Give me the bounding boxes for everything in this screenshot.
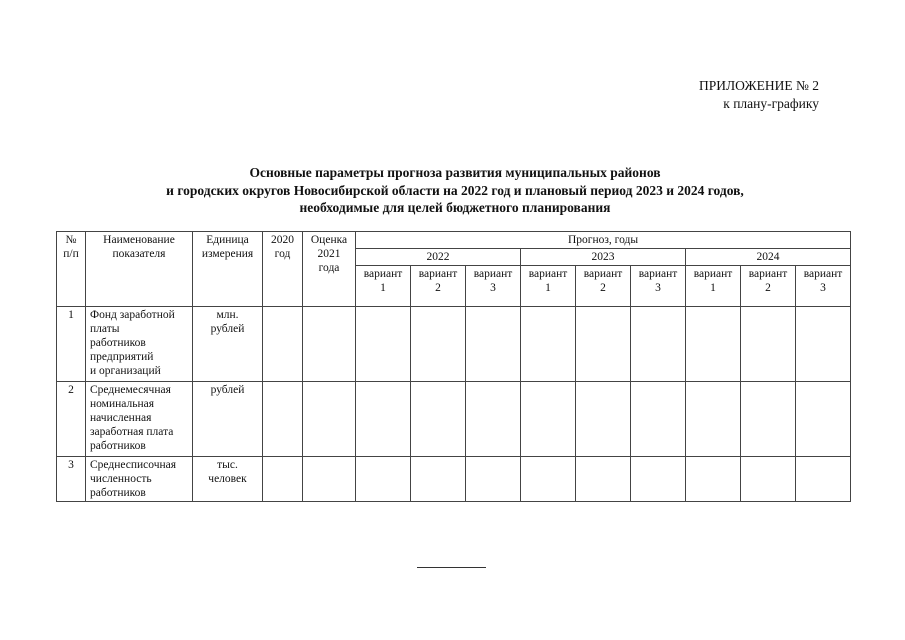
header-estimate-2021: Оценка 2021 года xyxy=(303,232,356,307)
cell-2024-variant-1 xyxy=(686,382,741,457)
cell-2022-variant-2 xyxy=(411,382,466,457)
cell-2022-variant-3 xyxy=(466,307,521,382)
cell-2022-variant-2 xyxy=(411,457,466,502)
cell-2022-variant-2 xyxy=(411,307,466,382)
title-line-1: Основные параметры прогноза развития муниципальных районов xyxy=(249,165,661,180)
row-num: 3 xyxy=(57,457,86,502)
cell-2023-variant-2 xyxy=(576,457,631,502)
table-row xyxy=(57,457,851,502)
header-2023-variant-1: вариант 1 xyxy=(521,266,576,307)
cell-estimate-2021 xyxy=(303,307,356,382)
header-2024-variant-3: вариант 3 xyxy=(796,266,851,307)
cell-2022-variant-3 xyxy=(466,382,521,457)
row-indicator-name: Фонд заработной платы работников предприятий и организаций xyxy=(86,307,193,382)
cell-2022-variant-1 xyxy=(356,307,411,382)
document-title xyxy=(60,164,850,217)
cell-2023-variant-2 xyxy=(576,382,631,457)
header-2022-variant-1: вариант 1 xyxy=(356,266,411,307)
appendix-reference: к плану-графику xyxy=(723,96,819,111)
appendix-number: ПРИЛОЖЕНИЕ № 2 xyxy=(698,78,819,93)
cell-2023-variant-1 xyxy=(521,457,576,502)
row-num: 1 xyxy=(57,307,86,382)
row-unit: рублей xyxy=(193,382,263,457)
cell-2024-variant-2 xyxy=(741,307,796,382)
cell-2023-variant-3 xyxy=(631,382,686,457)
cell-2023-variant-3 xyxy=(631,307,686,382)
title-line-2: и городских округов Новосибирской области на 2022 год и плановый период 2023 и 2024 годов, xyxy=(166,182,744,198)
row-num: 2 xyxy=(57,382,86,457)
header-year-2020: 2020 год xyxy=(263,232,303,307)
row-unit: тыс. человек xyxy=(193,457,263,502)
cell-2022-variant-3 xyxy=(466,457,521,502)
cell-2024-variant-2 xyxy=(741,457,796,502)
cell-2024-variant-1 xyxy=(686,307,741,382)
appendix-header xyxy=(699,77,819,113)
header-num: № п/п xyxy=(57,232,86,307)
header-2023-variant-3: вариант 3 xyxy=(631,266,686,307)
title-line-3: необходимые для целей бюджетного планирования xyxy=(299,200,611,215)
cell-estimate-2021 xyxy=(303,457,356,502)
header-year-2024: 2024 xyxy=(686,249,851,266)
header-2022-variant-3: вариант 3 xyxy=(466,266,521,307)
cell-2023-variant-1 xyxy=(521,307,576,382)
cell-year-2020 xyxy=(263,457,303,502)
cell-year-2020 xyxy=(263,382,303,457)
header-2023-variant-2: вариант 2 xyxy=(576,266,631,307)
header-row-forecast xyxy=(57,232,851,249)
header-2022-variant-2: вариант 2 xyxy=(411,266,466,307)
header-2024-variant-2: вариант 2 xyxy=(741,266,796,307)
cell-2024-variant-2 xyxy=(741,382,796,457)
forecast-parameters-table xyxy=(56,231,851,502)
cell-2024-variant-3 xyxy=(796,382,851,457)
cell-2024-variant-1 xyxy=(686,457,741,502)
cell-2024-variant-3 xyxy=(796,457,851,502)
header-year-2023: 2023 xyxy=(521,249,686,266)
cell-2023-variant-3 xyxy=(631,457,686,502)
cell-2022-variant-1 xyxy=(356,457,411,502)
cell-2024-variant-3 xyxy=(796,307,851,382)
header-forecast: Прогноз, годы xyxy=(356,232,851,249)
row-indicator-name: Среднесписочная численность работников xyxy=(86,457,193,502)
header-year-2022: 2022 xyxy=(356,249,521,266)
header-2024-variant-1: вариант 1 xyxy=(686,266,741,307)
table-row xyxy=(57,382,851,457)
row-indicator-name: Среднемесячная номинальная начисленная заработная плата работников xyxy=(86,382,193,457)
cell-estimate-2021 xyxy=(303,382,356,457)
row-unit: млн. рублей xyxy=(193,307,263,382)
table-row xyxy=(57,307,851,382)
cell-2022-variant-1 xyxy=(356,382,411,457)
cell-2023-variant-2 xyxy=(576,307,631,382)
cell-2023-variant-1 xyxy=(521,382,576,457)
end-of-document-divider xyxy=(417,567,486,568)
header-unit: Единица измерения xyxy=(193,232,263,307)
cell-year-2020 xyxy=(263,307,303,382)
header-indicator-name: Наименование показателя xyxy=(86,232,193,307)
